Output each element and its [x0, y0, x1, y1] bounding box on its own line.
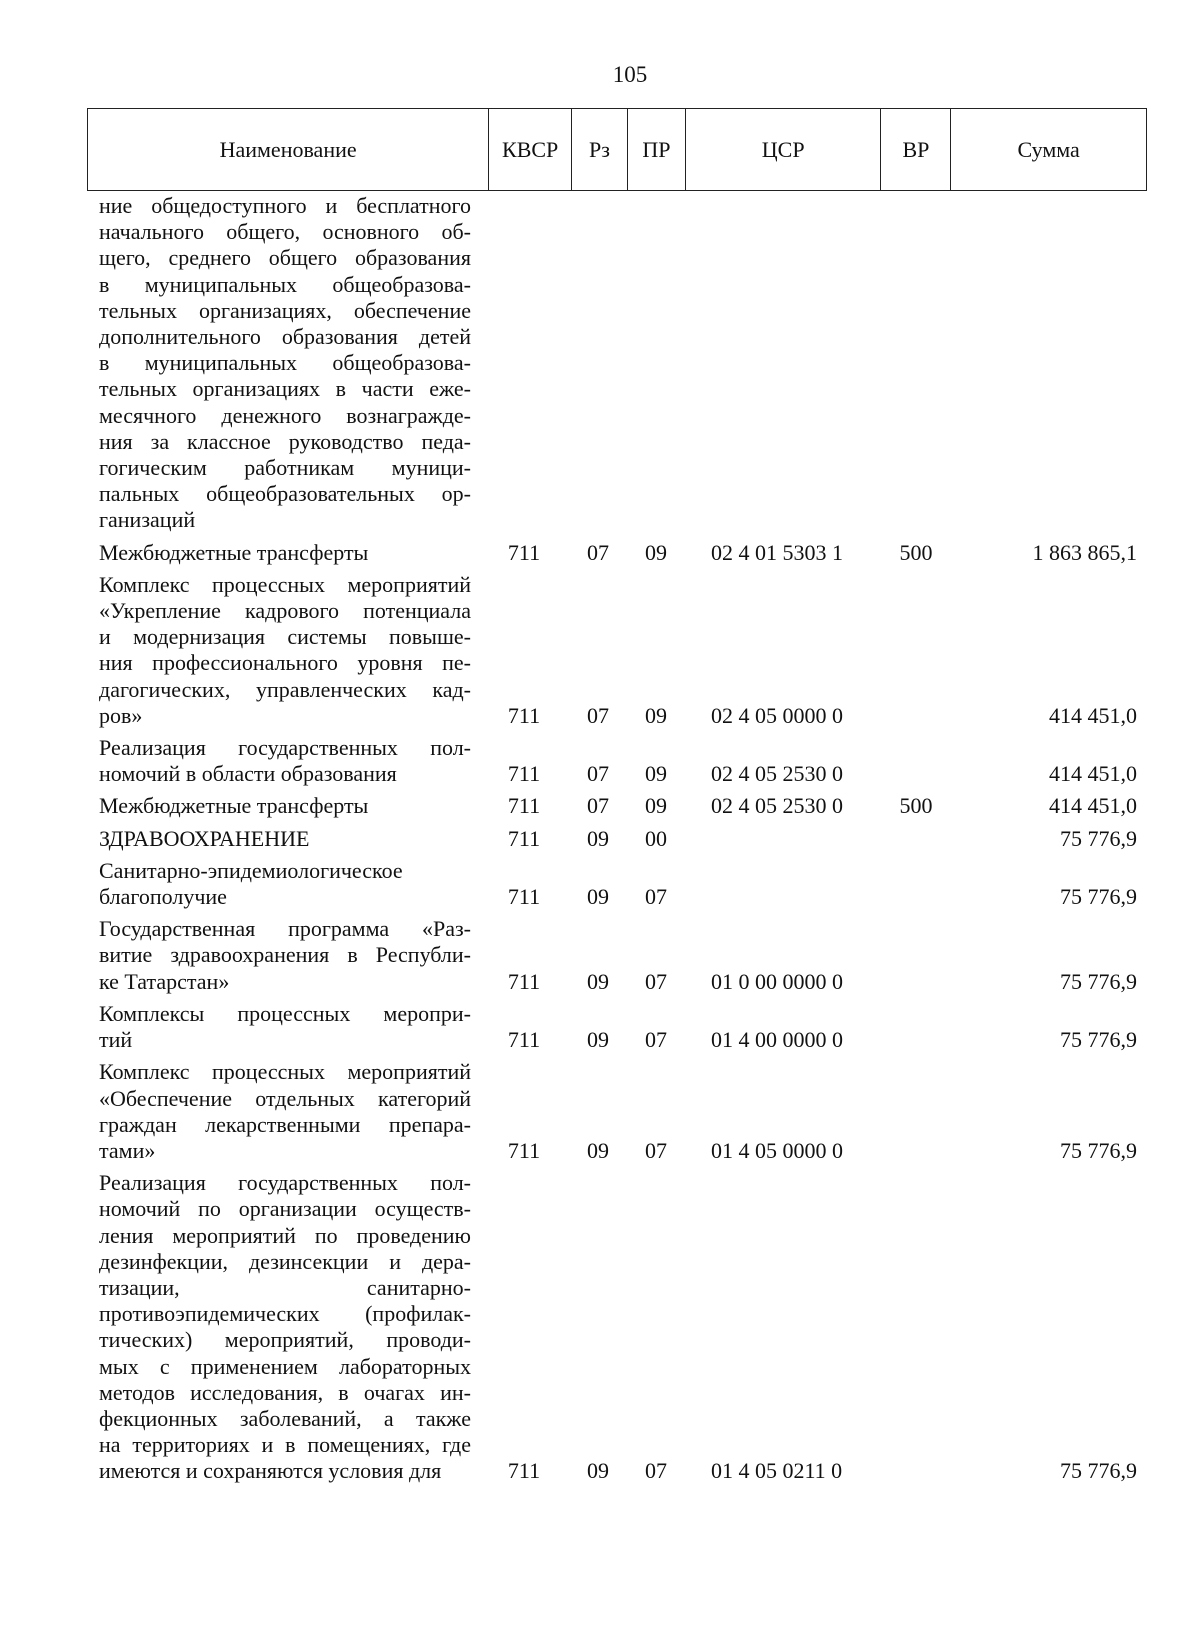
row-name — [87, 1170, 479, 1484]
row-name-line: ние общедоступного и бесплатного — [99, 193, 471, 218]
row-sum: 75 776,9 — [1060, 825, 1137, 851]
row-name-line: тельных организациях, обеспечение — [99, 297, 471, 323]
row-name — [87, 572, 479, 729]
row-sum: 1 863 865,1 — [1032, 539, 1137, 565]
row-pr: 07 — [645, 884, 667, 910]
row-kvsr: 711 — [507, 761, 541, 787]
row-pr: 07 — [645, 1027, 667, 1053]
row-pr: 00 — [645, 825, 667, 851]
row-name-line: номочий в области образования — [99, 761, 397, 787]
header-vr: ВР — [881, 109, 951, 190]
row-rz: 09 — [587, 884, 609, 910]
row-sum: 414 451,0 — [1049, 702, 1137, 728]
row-rz: 09 — [587, 1027, 609, 1053]
row-name — [87, 826, 479, 852]
table-body — [87, 193, 1147, 1485]
row-name-line: фекционных заболеваний, а также — [99, 1405, 471, 1431]
table-row — [87, 735, 1147, 787]
row-sum: 414 451,0 — [1049, 793, 1137, 819]
row-name-line: дагогических, управленческих кад- — [99, 676, 471, 702]
row-sum: 75 776,9 — [1060, 1137, 1137, 1163]
row-name-line: дополнительного образования детей — [99, 324, 471, 350]
row-pr: 09 — [645, 702, 667, 728]
row-csr: 01 4 05 0211 0 — [711, 1458, 843, 1484]
row-name — [87, 735, 479, 787]
row-sum: 75 776,9 — [1060, 968, 1137, 994]
row-sum: 414 451,0 — [1049, 761, 1137, 787]
row-csr: 01 0 00 0000 0 — [711, 968, 843, 994]
row-name-line: граждан лекарственными препара- — [99, 1111, 471, 1137]
row-vr: 500 — [899, 539, 933, 565]
header-sum: Сумма — [1017, 136, 1080, 162]
table-row — [87, 193, 1147, 534]
row-name-line: методов исследования, в очагах ин- — [99, 1379, 471, 1405]
table-row — [87, 1001, 1147, 1053]
row-name-line: Санитарно-эпидемиологическое — [99, 857, 403, 883]
row-csr: 01 4 05 0000 0 — [711, 1137, 843, 1163]
row-kvsr: 711 — [507, 1027, 541, 1053]
row-pr: 07 — [645, 1458, 667, 1484]
row-name — [87, 193, 479, 534]
row-name-line: на территориях и в помещениях, где — [99, 1432, 471, 1458]
row-name-line: тельных организациях в части еже- — [99, 376, 471, 402]
row-name-line: ления мероприятий по проведению — [99, 1222, 471, 1248]
row-rz: 09 — [587, 825, 609, 851]
row-name-line: в муниципальных общеобразова- — [99, 350, 471, 376]
table-row — [87, 1059, 1147, 1164]
row-name-line: витие здравоохранения в Республи- — [99, 942, 471, 968]
row-sum: 75 776,9 — [1060, 1027, 1137, 1053]
row-kvsr: 711 — [507, 968, 541, 994]
row-kvsr: 711 — [507, 825, 541, 851]
row-name-line: Межбюджетные трансферты — [99, 539, 369, 565]
row-pr: 09 — [645, 793, 667, 819]
row-name-line: тами» — [99, 1137, 156, 1163]
row-name-line: ния профессионального уровня пе- — [99, 650, 471, 676]
row-vr: 500 — [899, 793, 933, 819]
page-number: 105 — [612, 62, 648, 87]
row-csr: 02 4 01 5303 1 — [711, 539, 843, 565]
table-row — [87, 916, 1147, 995]
row-name-line: благополучие — [99, 884, 227, 910]
header-name: Наименование — [88, 109, 489, 190]
row-rz: 09 — [587, 1137, 609, 1163]
header-csr: ЦСР — [686, 109, 882, 190]
row-kvsr: 711 — [507, 702, 541, 728]
row-sum: 75 776,9 — [1060, 884, 1137, 910]
row-rz: 07 — [587, 539, 609, 565]
row-name-line: месячного денежного вознагражде- — [99, 402, 471, 428]
row-csr: 02 4 05 0000 0 — [711, 702, 843, 728]
row-name-line: в муниципальных общеобразова- — [99, 271, 471, 297]
row-name-line: ке Татарстан» — [99, 968, 230, 994]
row-kvsr: 711 — [507, 1458, 541, 1484]
row-name-line: мых с применением лабораторных — [99, 1353, 471, 1379]
row-name-line: Межбюджетные трансферты — [99, 793, 369, 819]
row-rz: 09 — [587, 968, 609, 994]
row-kvsr: 711 — [507, 793, 541, 819]
row-name — [87, 1059, 479, 1164]
row-name-line: дезинфекции, дезинсекции и дера- — [99, 1248, 471, 1274]
table-row — [87, 572, 1147, 729]
table-row — [87, 858, 1147, 910]
row-pr: 07 — [645, 1137, 667, 1163]
header-kvsr: КВСР — [489, 109, 572, 190]
row-name-line: «Обеспечение отдельных категорий — [99, 1085, 471, 1111]
table-row — [87, 793, 1147, 819]
table-row — [87, 1170, 1147, 1484]
row-rz: 07 — [587, 761, 609, 787]
row-pr: 07 — [645, 968, 667, 994]
row-name-line: противоэпидемических (профилак- — [99, 1301, 471, 1327]
row-name-line: пальных общеобразовательных ор- — [99, 481, 471, 507]
row-name-line: щего, среднего общего образования — [99, 245, 471, 271]
row-pr: 09 — [645, 539, 667, 565]
row-name-line: ров» — [99, 702, 143, 728]
row-rz: 07 — [587, 702, 609, 728]
row-name — [87, 1001, 479, 1053]
row-rz: 07 — [587, 793, 609, 819]
row-name-line: ния за классное руководство педа- — [99, 428, 471, 454]
row-csr: 01 4 00 0000 0 — [711, 1027, 843, 1053]
row-name-line: Реализация государственных пол- — [99, 1170, 471, 1196]
row-kvsr: 711 — [507, 539, 541, 565]
row-name-line: «Укрепление кадрового потенциала — [99, 598, 471, 624]
header-pr: ПР — [628, 109, 686, 190]
row-rz: 09 — [587, 1458, 609, 1484]
row-name-line: тизации, санитарно- — [99, 1274, 471, 1300]
table-row — [87, 826, 1147, 852]
row-sum: 75 776,9 — [1060, 1458, 1137, 1484]
row-pr: 09 — [645, 761, 667, 787]
row-name-line: Реализация государственных пол- — [99, 735, 471, 761]
row-name-line: гогическим работникам муници- — [99, 455, 471, 481]
row-name-line: Комплексы процессных меропри- — [99, 1000, 471, 1026]
row-name-line: Государственная программа «Раз- — [99, 916, 471, 942]
row-name-line: и модернизация системы повыше- — [99, 624, 471, 650]
row-name-line: тий — [99, 1027, 133, 1053]
table-row — [87, 540, 1147, 566]
row-name-line: начального общего, основного об- — [99, 219, 471, 245]
row-csr: 02 4 05 2530 0 — [711, 793, 843, 819]
row-name-line: Комплекс процессных мероприятий — [99, 571, 471, 597]
row-name — [87, 916, 479, 995]
row-kvsr: 711 — [507, 884, 541, 910]
row-name-line: ганизаций — [99, 507, 196, 533]
row-name-line: ЗДРАВООХРАНЕНИЕ — [99, 825, 310, 851]
row-csr: 02 4 05 2530 0 — [711, 761, 843, 787]
header-rz: Рз — [572, 109, 628, 190]
table-header — [87, 108, 1147, 191]
row-name — [87, 858, 479, 910]
row-name — [87, 793, 479, 819]
row-kvsr: 711 — [507, 1137, 541, 1163]
row-name-line: тических) мероприятий, проводи- — [99, 1327, 471, 1353]
row-name-line: имеются и сохраняются условия для — [99, 1458, 442, 1484]
row-name-line: Комплекс процессных мероприятий — [99, 1059, 471, 1085]
row-name-line: номочий по организации осуществ- — [99, 1196, 471, 1222]
row-name — [87, 540, 479, 566]
